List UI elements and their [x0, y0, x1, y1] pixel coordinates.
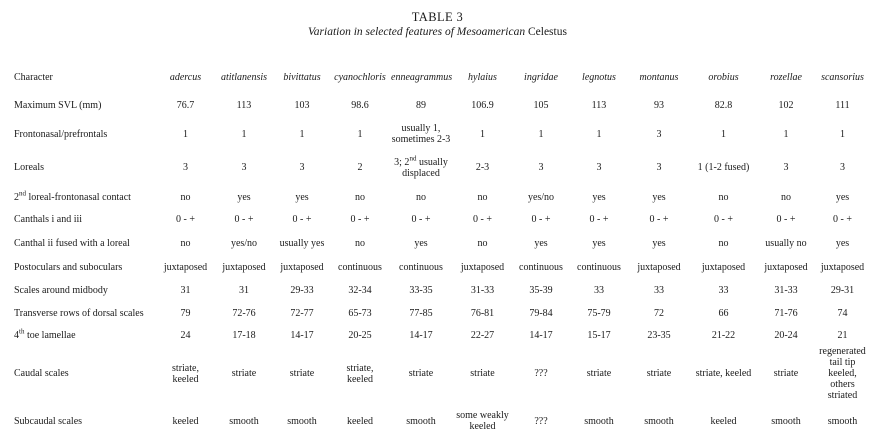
table-cell: yes — [652, 191, 666, 203]
header-species: atitlanensis — [220, 71, 268, 83]
table-row — [8, 208, 870, 230]
table-cell: 1 — [299, 128, 305, 140]
table-cell: yes/no — [230, 237, 258, 249]
table-cell: juxtaposed — [222, 261, 266, 273]
row-label: Frontonasal/prefrontals — [14, 128, 108, 140]
table-row — [8, 92, 870, 119]
table-cell: striate, keeled — [172, 362, 199, 385]
header-species: rozellae — [770, 71, 802, 83]
header-row — [8, 62, 870, 92]
table-cell: 111 — [835, 100, 850, 111]
table-cell: ??? — [534, 368, 548, 379]
row-label-number: 2 — [14, 191, 19, 203]
table-cell: 33-35 — [409, 284, 433, 296]
table-cell: no — [416, 191, 426, 203]
table-cell: smooth — [229, 415, 259, 427]
table-cell: striate — [586, 368, 612, 379]
table-cell: 106.9 — [471, 100, 494, 111]
table-cell: 1 — [840, 128, 845, 140]
row-label: Postoculars and suboculars — [14, 261, 123, 273]
table-row — [8, 256, 870, 278]
table-cell: 79-84 — [529, 307, 553, 319]
table-cell — [389, 149, 453, 186]
table-cell: yes — [534, 237, 548, 249]
table-row — [8, 324, 870, 346]
table-cell: 1 — [538, 128, 544, 140]
table-cell: 66 — [718, 307, 729, 319]
table-cell: 3 — [241, 162, 247, 173]
table-cell: yes — [592, 237, 606, 249]
table-cell: 72 — [654, 307, 664, 319]
table-cell: smooth — [584, 415, 614, 427]
row-label-text: toe lamellae — [24, 329, 76, 341]
table-subtitle — [0, 26, 875, 38]
table-cell: juxtaposed — [820, 261, 865, 273]
table-cell: 14-17 — [409, 329, 433, 341]
table-cell: yes/no — [527, 191, 555, 203]
table-cell: 0 - + — [531, 213, 551, 225]
table-cell: juxtaposed — [163, 261, 208, 273]
table-cell: 3 — [538, 162, 544, 173]
table-body — [8, 92, 870, 441]
row-label-number: 4 — [14, 329, 19, 341]
table-cell: 17-18 — [232, 329, 256, 341]
table-cell: 23-35 — [647, 329, 671, 341]
table-cell: 31-33 — [470, 284, 495, 296]
table-cell: 0 - + — [292, 213, 312, 225]
variation-table — [8, 62, 870, 441]
table-cell: yes — [414, 237, 428, 249]
table-cell: 14-17 — [529, 329, 553, 341]
header-species: bivittatus — [283, 71, 321, 83]
row-label — [8, 186, 156, 208]
table-cell: 2 — [357, 162, 363, 173]
table-cell: 3 — [656, 128, 662, 140]
table-row — [8, 149, 870, 186]
table-cell: 24 — [180, 329, 191, 341]
table-cell: usually 1, sometimes 2-3 — [391, 123, 451, 145]
table-cell: 33 — [718, 284, 729, 296]
table-cell: striate — [289, 368, 315, 379]
table-cell: keeled — [346, 415, 374, 427]
table-cell: 0 - + — [833, 213, 852, 225]
table-cell: 113 — [591, 100, 607, 111]
table-cell: 33 — [594, 284, 604, 296]
header-species: adercus — [169, 71, 202, 83]
table-cell: 0 - + — [649, 213, 669, 225]
table-cell: 98.6 — [351, 100, 369, 111]
table-cell: 29-31 — [830, 284, 855, 296]
table-cell: 0 - + — [714, 213, 733, 225]
table-cell: no — [477, 237, 488, 249]
table-cell: 0 - + — [473, 213, 492, 225]
row-label: Scales around midbody — [14, 284, 108, 296]
table-cell: yes — [295, 191, 309, 203]
table-cell: 3 — [656, 162, 662, 173]
table-cell: 3 — [840, 162, 845, 173]
table-cell: keeled — [710, 415, 737, 427]
table-cell: 74 — [837, 307, 848, 319]
table-cell: 1 (1-2 fused) — [697, 162, 750, 173]
table-cell: 0 - + — [234, 213, 254, 225]
cell-text: usually displaced — [402, 156, 448, 179]
row-label: Transverse rows of dorsal scales — [14, 307, 144, 319]
table-cell: 89 — [416, 100, 426, 111]
table-cell: 32-34 — [348, 284, 372, 296]
table-cell: no — [180, 191, 191, 203]
header-species: orobius — [708, 71, 739, 83]
table-cell: 0 - + — [589, 213, 609, 225]
row-label-text: loreal-frontonasal contact — [26, 191, 131, 203]
cell-text: 3; 2 — [394, 156, 410, 168]
table-cell: 1 — [721, 128, 726, 140]
header-species: montanus — [639, 71, 679, 83]
table-cell: 1 — [596, 128, 602, 140]
table-cell: 3 — [299, 162, 305, 173]
table-cell: no — [355, 191, 365, 203]
table-cell: 0 - + — [176, 213, 195, 225]
table-cell: yes — [652, 237, 666, 249]
row-label-ordinal: nd — [19, 189, 26, 198]
table-cell: usually no — [765, 237, 807, 249]
table-cell: usually yes — [279, 237, 325, 249]
table-cell: 3 — [183, 162, 188, 173]
table-cell: some weakly keeled — [456, 410, 509, 432]
table-cell: 15-17 — [587, 329, 611, 341]
header-species: enneagrammus — [391, 71, 453, 83]
table-cell: continuous — [519, 261, 563, 273]
table-cell: 14-17 — [290, 329, 314, 341]
table-cell: 65-73 — [348, 307, 372, 319]
table-cell: 29-33 — [290, 284, 314, 296]
table-cell: striate, keeled — [695, 368, 752, 379]
table-cell: smooth — [827, 415, 858, 427]
table-cell: continuous — [577, 261, 621, 273]
table-cell: 93 — [654, 100, 664, 111]
table-cell: 1 — [480, 128, 485, 140]
header-species: cyanochloris — [334, 71, 386, 83]
table-cell: ??? — [534, 415, 548, 427]
table-cell: smooth — [287, 415, 317, 427]
table-cell: 0 - + — [411, 213, 431, 225]
table-title: TABLE 3 — [411, 10, 464, 24]
table-cell: smooth — [406, 415, 436, 427]
table-cell: smooth — [771, 415, 801, 427]
table-cell: 82.8 — [714, 100, 733, 111]
table-cell: 1 — [241, 128, 247, 140]
table-cell: 31 — [180, 284, 191, 296]
table-cell: 0 - + — [350, 213, 370, 225]
table-cell: 79 — [180, 307, 191, 319]
table-cell: yes — [835, 191, 850, 203]
table-cell: 77-85 — [409, 307, 433, 319]
table-cell: 105 — [533, 100, 549, 111]
table-cell: 2-3 — [475, 162, 490, 173]
table-cell: 35-39 — [529, 284, 553, 296]
table-cell: 33 — [654, 284, 664, 296]
table-cell: 76-81 — [470, 307, 495, 319]
table-cell: 113 — [236, 100, 252, 111]
table-cell: striate, keeled — [346, 362, 374, 385]
header-species: scansorius — [821, 71, 864, 83]
subtitle-genus: Celestus — [525, 26, 567, 38]
table-cell: 0 - + — [776, 213, 796, 225]
table-cell: 21 — [837, 329, 848, 341]
table-cell: no — [718, 237, 729, 249]
cell-ordinal: nd — [409, 154, 417, 163]
table-cell: 76.7 — [176, 100, 195, 111]
table-cell: yes — [835, 237, 850, 249]
table-cell: no — [355, 237, 365, 249]
table-row — [8, 302, 870, 324]
row-label: Canthals i and iii — [14, 213, 83, 225]
table-cell: no — [477, 191, 488, 203]
table-cell: striate — [646, 368, 672, 379]
table-cell: yes — [592, 191, 606, 203]
table-cell: 102 — [778, 100, 794, 111]
table-cell: 3 — [596, 162, 602, 173]
table-cell: yes — [237, 191, 251, 203]
subtitle-italic: Variation in selected features of Mesoamerican — [308, 26, 526, 38]
table-cell: keeled — [172, 415, 199, 427]
table-cell: 20-25 — [348, 329, 372, 341]
table-cell: 31 — [239, 284, 249, 296]
table-cell: 22-27 — [470, 329, 495, 341]
table-cell: 1 — [357, 128, 363, 140]
table-cell: regenerated tail tip keeled, others striated — [819, 346, 866, 401]
table-row — [8, 119, 870, 149]
table-cell: 21-22 — [711, 329, 736, 341]
table-cell: juxtaposed — [460, 261, 505, 273]
table-cell: 20-24 — [774, 329, 798, 341]
header-character: Character — [14, 71, 53, 83]
table-row — [8, 278, 870, 302]
table-cell: 75-79 — [587, 307, 611, 319]
table-cell: 1 — [183, 128, 188, 140]
header-species: legnotus — [582, 71, 616, 83]
row-label: Maximum SVL (mm) — [14, 100, 102, 111]
table-row — [8, 186, 870, 208]
row-label: Loreals — [14, 162, 44, 173]
table-row — [8, 401, 870, 441]
table-cell: striate — [231, 368, 257, 379]
table-cell: 1 — [783, 128, 789, 140]
table-cell: 71-76 — [774, 307, 798, 319]
row-label-ordinal: th — [19, 327, 25, 336]
table-cell: striate — [773, 368, 799, 379]
table-cell: no — [781, 191, 791, 203]
table-cell: juxtaposed — [764, 261, 808, 273]
table-cell: 72-76 — [232, 307, 256, 319]
row-label: Caudal scales — [14, 368, 69, 379]
header-species: ingridae — [524, 71, 558, 83]
table-cell: continuous — [338, 261, 382, 273]
row-label: Canthal ii fused with a loreal — [14, 237, 130, 249]
table-row — [8, 346, 870, 401]
table-cell: 31-33 — [774, 284, 798, 296]
table-cell: no — [718, 191, 729, 203]
table-cell: 103 — [294, 100, 310, 111]
table-cell: juxtaposed — [280, 261, 324, 273]
table-cell: no — [180, 237, 191, 249]
table-cell: smooth — [644, 415, 674, 427]
table-cell: juxtaposed — [701, 261, 746, 273]
table-cell: striate — [408, 368, 434, 379]
row-label — [8, 324, 156, 346]
header-species: hylaius — [468, 71, 497, 83]
table-cell: striate — [470, 368, 495, 379]
table-cell: continuous — [399, 261, 443, 273]
table-cell: 72-77 — [290, 307, 314, 319]
table-cell: 3 — [783, 162, 789, 173]
row-label: Subcaudal scales — [14, 415, 83, 427]
table-cell: juxtaposed — [637, 261, 681, 273]
table-row — [8, 230, 870, 256]
